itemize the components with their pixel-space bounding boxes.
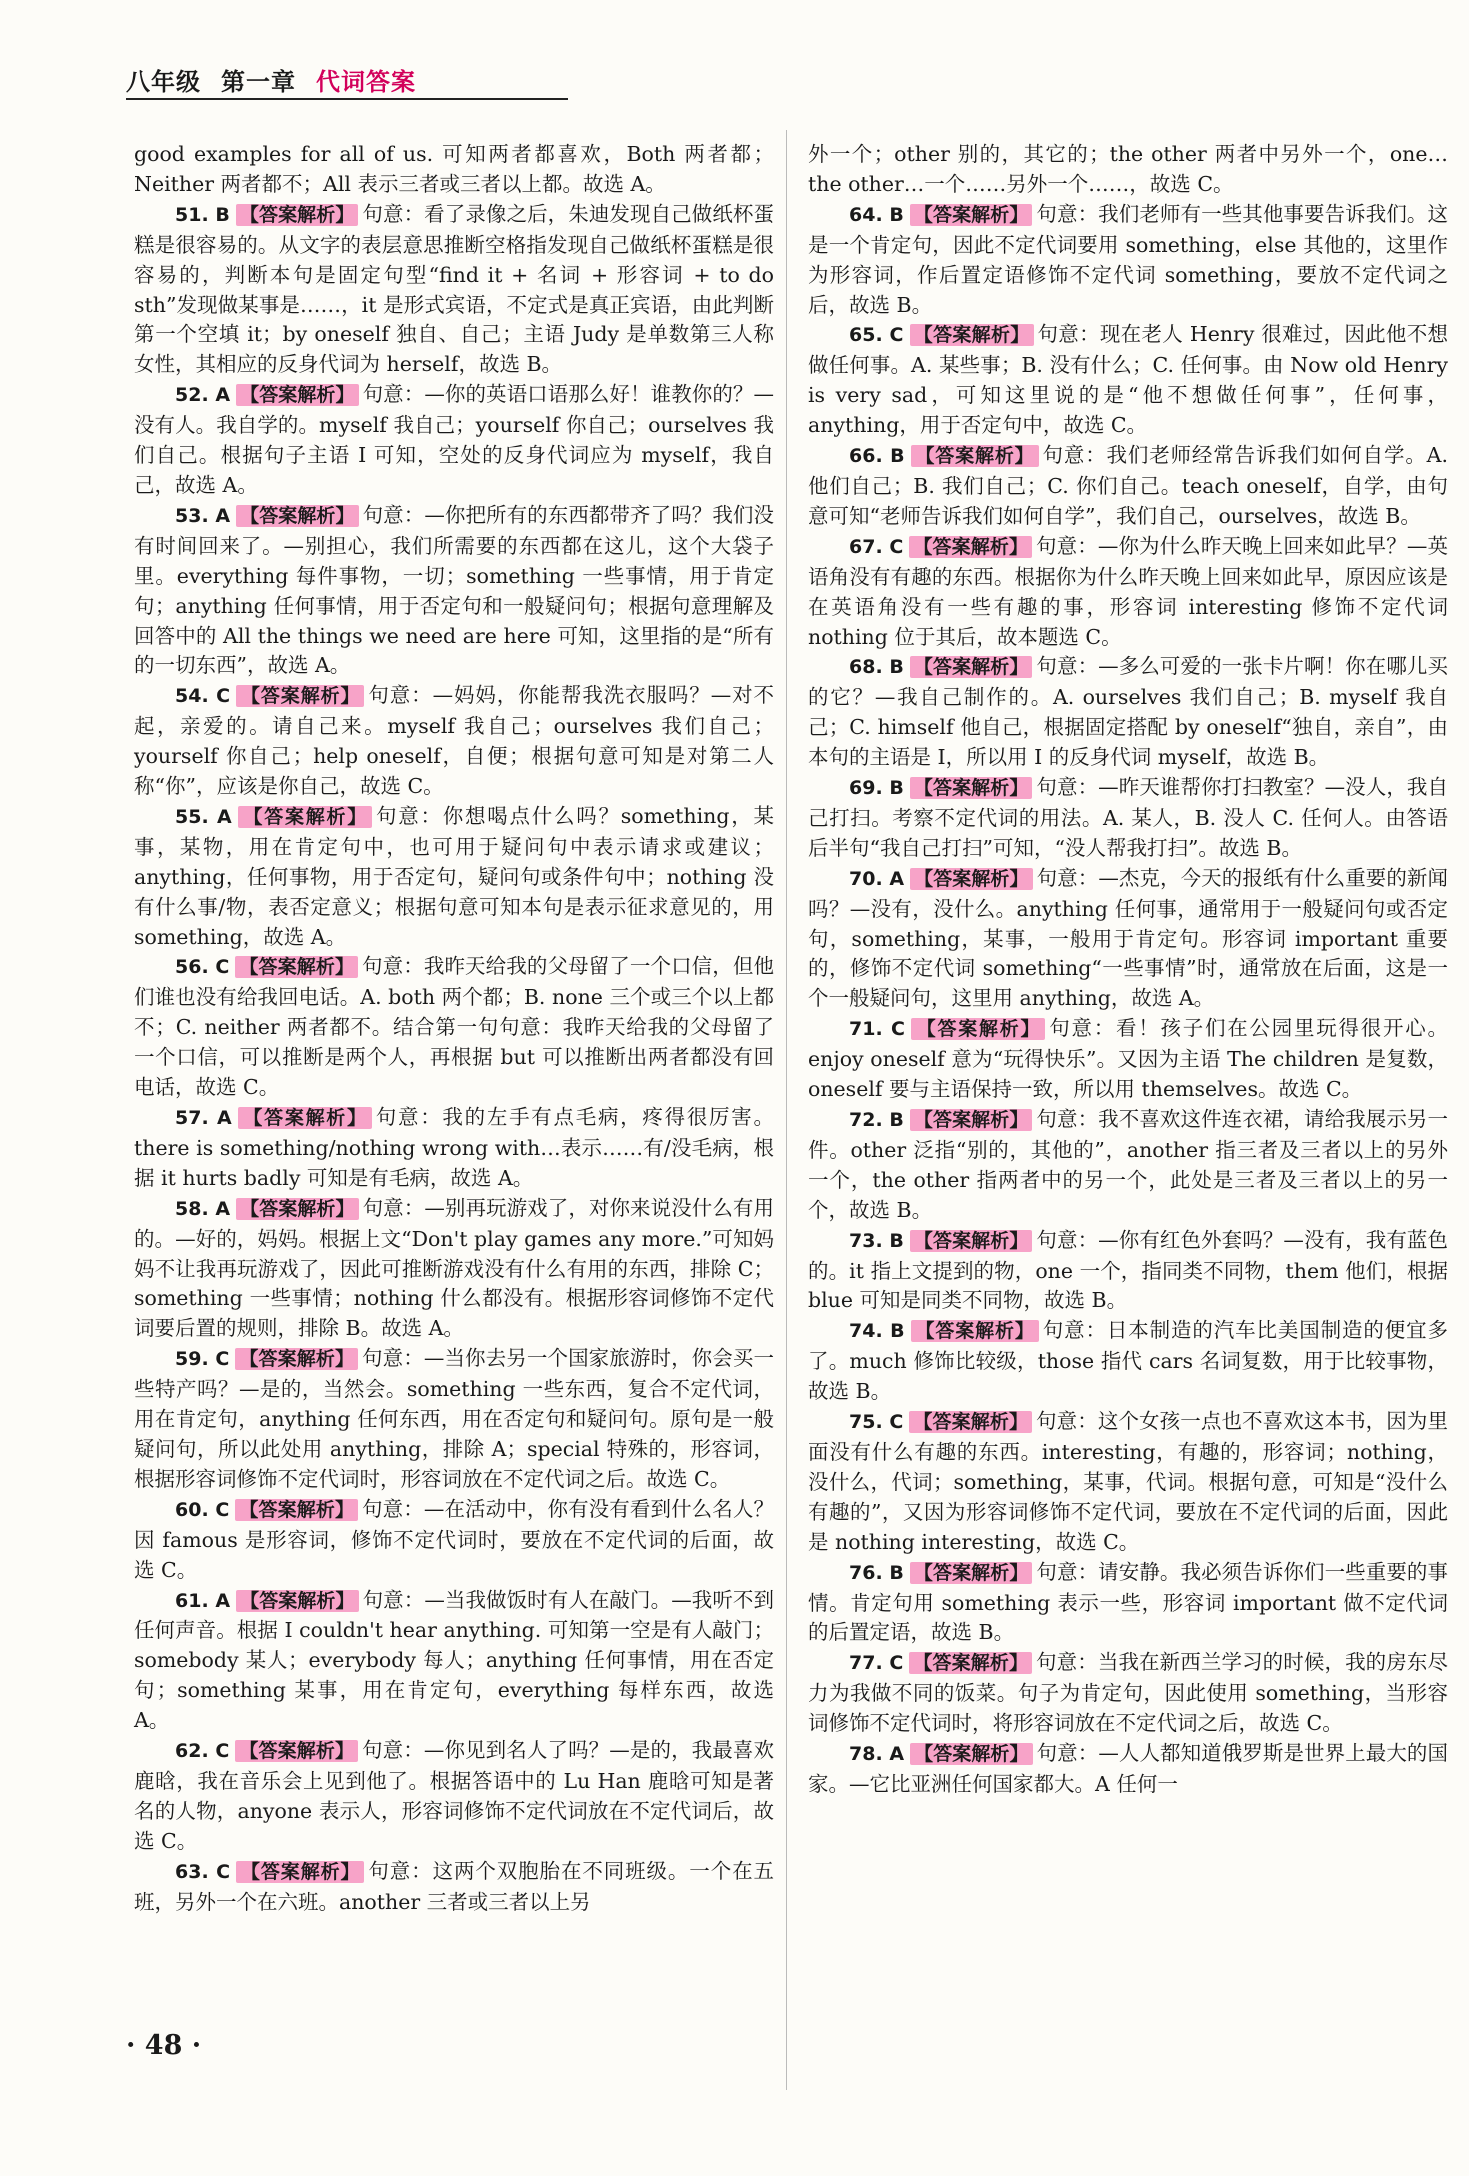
answer-number: 59. C [175,1348,230,1371]
answer-text: 句意：当我在新西兰学习的时候，我的房东尽力为我做不同的饭菜。句子为肯定句，因此使用 something，当形容词修饰不定代词时，将形容词放在不定代词之后，故选 C。 [808,1650,1448,1736]
answer-item [134,1194,774,1345]
answer-item [134,952,774,1103]
answer-number: 76. B [849,1561,904,1584]
answer-text: 句意：我昨天给我的父母留了一个口信，但他们谁也没有给我回电话。A. both 两个都；B. none 三个或三个以上都不；C. neither 两者都不。结合第一句句意：我昨天给我的父母留了一个口信，可以推断是两个人，再根据 but 可以推断出两者都没有回电话，故选 C。 [134,954,774,1100]
answer-number: 51. B [175,203,230,226]
answer-analysis-tag: 【答案解析】 [910,868,1033,890]
answer-item [808,441,1448,532]
answer-text: 句意：—你为什么昨天晚上回来如此早？—英语角没有有趣的东西。根据你为什么昨天晚上回来如此早，原因应该是在英语角没有一些有趣的事，形容词 interesting 修饰不定代词 nothing 位于其后，故本题选 C。 [808,533,1448,649]
answer-text: 句意：—你有红色外套吗？—没有，我有蓝色的。it 指上文提到的物，one 一个，指同类不同物，them 他们，根据 blue 可知是同类不同物，故选 B。 [808,1227,1448,1313]
answer-number: 56. C [175,956,230,979]
answer-number: 75. C [849,1411,904,1434]
answer-analysis-tag: 【答案解析】 [910,1562,1033,1584]
answer-text: 句意：这个女孩一点也不喜欢这本书，因为里面没有什么有趣的东西。interesting，有趣的，形容词；nothing，没什么，代词；something，某事，代词。根据句意，可知是“没什么有趣的”，又因为形容词修饰不定代词，要放在不定代词的后面，因此是 nothing interesting，故选 C。 [808,1409,1448,1554]
answer-number: 72. B [849,1109,904,1131]
column-divider [786,130,787,2090]
answer-analysis-tag: 【答案解析】 [236,1861,364,1883]
answer-text: 句意：—你见到名人了吗？—是的，我最喜欢鹿晗，我在音乐会上见到他了。根据答语中的 Lu Han 鹿晗可知是著名的人物，anyone 表示人，形容词修饰不定代词放在不定代词后，故选 C。 [134,1738,774,1853]
answer-item [808,1014,1448,1105]
answer-number: 69. B [849,777,904,800]
answer-item [808,200,1448,321]
answer-item [134,140,774,200]
answer-text: 句意：我们老师经常告诉我们如何自学。A. 他们自己；B. 我们自己；C. 你们自己。teach oneself，自学，由句意可知“老师告诉我们如何自学”，我们自己，ourselves，故选 B。 [808,443,1448,528]
answer-item [808,1105,1448,1226]
grade-label: 八年级 [126,68,201,96]
answer-text: 句意：我们老师有一些其他事要告诉我们。这是一个肯定句，因此不定代词要用 something，else 其他的，这里作为形容词，作后置定语修饰不定代词 something，要放不定代词之后，故选 B。 [808,201,1448,317]
answer-analysis-tag: 【答案解析】 [236,505,359,527]
answer-analysis-tag: 【答案解析】 [235,1348,358,1370]
answer-analysis-tag: 【答案解析】 [235,1740,358,1762]
answer-text: 句意：—当我做饭时有人在敲门。—我听不到任何声音。根据 I couldn't hear anything. 可知第一空是有人敲门；somebody 某人；everybody 每人；anything 任何事情，用在否定句；something 某事，用在肯定句，everything 每样东西，故选 A。 [134,1587,775,1733]
answer-number: 54. C [175,685,231,708]
answer-item [808,1739,1448,1800]
answer-analysis-tag: 【答案解析】 [911,445,1039,467]
answer-analysis-tag: 【答案解析】 [909,1652,1032,1674]
answer-text: good examples for all of us. 可知两者都喜欢，Both 两者都；Neither 两者都不；All 表示三者或三者以上都。故选 A。 [134,142,774,196]
answer-item [808,652,1448,773]
left-column [134,140,774,1917]
answer-item [134,1495,774,1586]
answer-number: 73. B [849,1229,904,1252]
answer-item [134,1736,774,1857]
answer-item [808,140,1448,200]
answer-analysis-tag: 【答案解析】 [910,324,1034,346]
answer-number: 60. C [175,1498,230,1521]
answer-number: 66. B [849,445,905,468]
answer-number: 68. B [849,656,904,679]
answer-number: 57. A [175,1107,232,1129]
answer-text: 句意：我的左手有点毛病，疼得很厉害。there is something/nothing wrong with…表示……有/没毛病，根据 it hurts badly 可知是有毛病，故选 A。 [134,1105,774,1190]
answer-text: 句意：—多么可爱的一张卡片啊！你在哪儿买的它？—我自己制作的。A. ourselves 我们自己；B. myself 我自己；C. himself 他自己，根据固定搭配 by oneself“独自，亲自”，由本句的主语是 I，所以用 I 的反身代词 myself，故选 B。 [808,654,1448,770]
answer-number: 55. A [175,805,232,828]
right-column [808,140,1448,1800]
answer-analysis-tag: 【答案解析】 [236,1198,359,1220]
answer-text: 句意：看了录像之后，朱迪发现自己做纸杯蛋糕是很容易的。从文字的表层意思推断空格指发现自己做纸杯蛋糕是很容易的，判断本句是固定句型“find it + 名词 + 形容词 + to do sth”发现做某事是……，it 是形式宾语，不定式是真正宾语，由此判断第一个空填 it；by oneself 独自、自己；主语 Judy 是单数第三人称女性，其相应的反身代词为 herself，故选 B。 [134,201,774,377]
answer-text: 句意：我不喜欢这件连衣裙，请给我展示另一件。other 泛指“别的，其他的”，another 指三者及三者以上的另外一个，the other 指两者中的另一个，此处是三者及三者以上的另一个，故选 B。 [808,1107,1448,1222]
answer-analysis-tag: 【答案解析】 [910,656,1033,678]
page-number: · 48 · [126,2030,202,2061]
answer-analysis-tag: 【答案解析】 [238,1107,372,1129]
answer-item [134,501,774,681]
answer-analysis-tag: 【答案解析】 [236,384,359,406]
answer-text: 句意：—人人都知道俄罗斯是世界上最大的国家。—它比亚洲任何国家都大。A 任何一 [808,1741,1449,1796]
answer-text: 句意：现在老人 Henry 很难过，因此他不想做任何事。A. 某些事；B. 没有什么；C. 任何事。由 Now old Henry is very sad，可知这里说的是“他不想做任何事”，任何事，anything，用于否定句中，故选 C。 [808,322,1448,438]
answer-analysis-tag: 【答案解析】 [910,1743,1033,1765]
answer-analysis-tag: 【答案解析】 [909,1411,1032,1433]
answer-item [808,1648,1448,1739]
answer-number: 74. B [849,1320,905,1343]
answer-analysis-tag: 【答案解析】 [910,1230,1033,1252]
answer-number: 71. C [849,1018,905,1041]
answer-item [808,1407,1448,1558]
answer-analysis-tag: 【答案解析】 [236,204,359,226]
answer-text: 句意：看！孩子们在公园里玩得很开心。enjoy oneself 意为“玩得快乐”。又因为主语 The children 是复数，oneself 要与主语保持一致，所以用 themselves。故选 C。 [808,1016,1448,1102]
answer-text: 句意：—妈妈，你能帮我洗衣服吗？—对不起，亲爱的。请自己来。myself 我自己；ourselves 我们自己；yourself 你自己；help oneself，自便；根据句意可知是对第二人称“你”，应该是你自己，故选 C。 [134,683,774,799]
answer-analysis-tag: 【答案解析】 [910,777,1033,799]
answer-text: 句意：日本制造的汽车比美国制造的便宜多了。much 修饰比较级，those 指代 cars 名词复数，用于比较事物，故选 B。 [808,1318,1448,1404]
answer-number: 61. A [175,1589,231,1612]
answer-text: 句意：—杰克，今天的报纸有什么重要的新闻吗？—没有，没什么。anything 任何事，通常用于一般疑问句或否定句，something，某事，一般用于肯定句。形容词 important 重要的，修饰不定代词 something“一些事情”时，通常放在后面，这是一个一般疑问句，这里用 anything，故选 A。 [808,865,1449,1011]
chapter-label: 第一章 [221,68,296,96]
answer-text: 句意：请安静。我必须告诉你们一些重要的事情。肯定句用 something 表示一些，形容词 important 做不定代词的后置定语，故选 B。 [808,1559,1448,1645]
answer-number: 64. B [849,203,904,226]
answer-number: 62. C [175,1740,230,1763]
answer-number: 63. C [175,1860,231,1883]
answer-item [134,200,774,380]
answer-analysis-tag: 【答案解析】 [910,204,1033,226]
answer-item [808,320,1448,441]
answer-item [134,802,774,953]
answer-number: 53. A [175,504,231,527]
answer-text: 句意：你想喝点什么吗？something，某事，某物，用在肯定句中，也可用于疑问句中表示请求或建议；anything，任何事物，用于否定句，疑问句或条件句中；nothing 没有什么事/物，表否定意义；根据句意可知本句是表示征求意见的，用 something，故选 A。 [134,803,774,949]
answer-item [808,1316,1448,1407]
page-header [126,62,416,97]
answer-item [134,1344,774,1495]
answer-analysis-tag: 【答案解析】 [911,1320,1039,1342]
answer-analysis-tag: 【答案解析】 [238,806,372,828]
answer-analysis-tag: 【答案解析】 [909,536,1032,558]
answer-analysis-tag: 【答案解析】 [236,685,364,707]
answer-item [808,1226,1448,1317]
answer-analysis-tag: 【答案解析】 [911,1018,1045,1040]
answer-item [808,773,1448,864]
answer-analysis-tag: 【答案解析】 [236,1590,359,1612]
answer-item [134,1103,774,1194]
answer-item [134,1857,774,1918]
topic-label: 代词答案 [316,68,416,96]
answer-number: 67. C [849,535,904,558]
answer-text: 外一个；other 别的，其它的；the other 两者中另外一个，one…the other…一个……另外一个……，故选 C。 [808,142,1448,196]
answer-number: 77. C [849,1652,904,1675]
answer-number: 58. A [175,1197,231,1220]
answer-text: 句意：—你把所有的东西都带齐了吗？我们没有时间回来了。—别担心，我们所需要的东西都在这儿，这个大袋子里。everything 每件事物，一切；something 一些事情，用于肯定句；anything 任何事情，用于否定句和一般疑问句；根据句意理解及回答中的 All the things we need are here 可知，这里指的是“所有的一切东西”，故选 A。 [134,502,775,678]
header-rule [126,98,568,100]
answer-item [808,532,1448,653]
answer-analysis-tag: 【答案解析】 [235,1499,358,1521]
answer-text: 句意：—当你去另一个国家旅游时，你会买一些特产吗？—是的，当然会。something 一些东西，复合不定代词，用在肯定句，anything 任何东西，用在否定句和疑问句。原句是一般疑问句，所以此处用 anything，排除 A；special 特殊的，形容词，根据形容词修饰不定代词时，形容词放在不定代词之后。故选 C。 [134,1346,774,1491]
answer-item [134,681,774,802]
answer-item [808,1558,1448,1649]
answer-number: 65. C [849,324,904,347]
answer-text: 句意：这两个双胞胎在不同班级。一个在五班，另外一个在六班。another 三者或三者以上另 [134,1858,774,1914]
answer-number: 78. A [849,1743,905,1766]
answer-text: 句意：—别再玩游戏了，对你来说没什么有用的。—好的，妈妈。根据上文“Don't play games any more.”可知妈妈不让我再玩游戏了，因此可推断游戏没有什么有用的东西，排除 C；something 一些事情；nothing 什么都没有。根据形容词修饰不定代词要后置的规则，排除 B。故选 A。 [134,1195,775,1341]
answer-number: 70. A [849,867,905,890]
answer-item [134,380,774,501]
answer-analysis-tag: 【答案解析】 [235,956,358,978]
answer-item [134,1586,774,1737]
answer-analysis-tag: 【答案解析】 [910,1109,1033,1131]
answer-text: 句意：—在活动中，你有没有看到什么名人？因 famous 是形容词，修饰不定代词时，要放在不定代词的后面，故选 C。 [134,1496,774,1582]
answer-text: 句意：—你的英语口语那么好！谁教你的？—没有人。我自学的。myself 我自己；yourself 你自己；ourselves 我们自己。根据句子主语 I 可知，空处的反身代词应为 myself，我自己，故选 A。 [134,382,775,497]
answer-number: 52. A [175,384,231,407]
answer-text: 句意：—昨天谁帮你打扫教室？—没人，我自己打扫。考察不定代词的用法。A. 某人，B. 没人 C. 任何人。由答语后半句“我自己打扫”可知，“没人帮我打扫”。故选 B。 [808,775,1448,860]
answer-item [808,864,1448,1015]
